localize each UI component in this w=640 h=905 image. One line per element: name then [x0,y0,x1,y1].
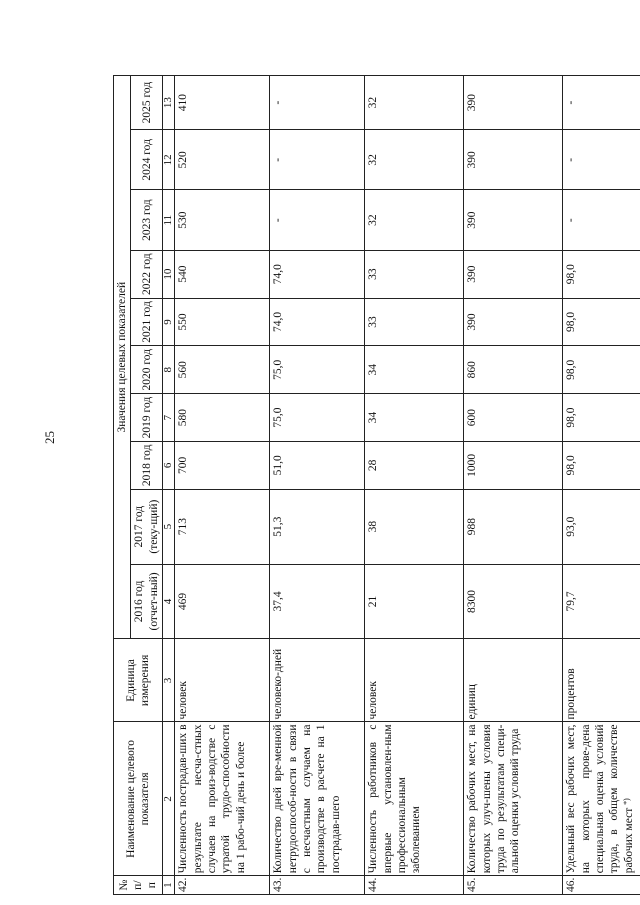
column-index: 9 [163,298,175,346]
indicator-name: Количество рабочих мест, на которых улуч-шены условия труда по результатам специ-альной оценки условий труда [464,722,563,876]
table-row [270,76,365,895]
column-index: 3 [163,639,175,722]
column-index: 1 [163,876,175,895]
value-cell: 98,0 [563,250,640,298]
value-cell: 390 [464,76,563,130]
column-index: 13 [163,76,175,130]
table-row [464,76,563,895]
header-no: № п/п [114,876,163,895]
column-index: 5 [163,489,175,564]
header-year: 2019 год [131,394,163,442]
header-year: 2020 год [131,346,163,394]
header-values-group: Значения целевых показателей [114,76,131,639]
value-cell: 390 [464,250,563,298]
value-cell: 713 [175,489,270,564]
value-cell: 390 [464,190,563,250]
value-cell: - [563,190,640,250]
row-number: 46. [563,876,640,895]
rotated-table-container [113,75,635,895]
value-cell: 860 [464,346,563,394]
indicator-name: Численность работников с впервые установлен-ным профессиональным заболеванием [365,722,464,876]
value-cell: 530 [175,190,270,250]
header-year: 2023 год [131,190,163,250]
unit-cell: единиц [464,639,563,722]
value-cell: 1000 [464,441,563,489]
value-cell: 8300 [464,564,563,639]
column-index: 7 [163,394,175,442]
column-index: 2 [163,722,175,876]
value-cell: 550 [175,298,270,346]
value-cell: 98,0 [563,298,640,346]
column-index: 11 [163,190,175,250]
value-cell: 32 [365,76,464,130]
value-cell: 93,0 [563,489,640,564]
unit-cell: человек [175,639,270,722]
value-cell: 98,0 [563,346,640,394]
unit-cell: процентов [563,639,640,722]
header-row-1 [114,76,131,895]
value-cell: 74,0 [270,250,365,298]
indicator-name-cell [563,722,640,876]
unit-cell: человек [365,639,464,722]
column-index: 8 [163,346,175,394]
header-unit: Единица измерения [114,639,163,722]
value-cell: 520 [175,130,270,190]
header-year: 2021 год [131,298,163,346]
value-cell: 74,0 [270,298,365,346]
column-index: 4 [163,564,175,639]
value-cell: - [563,130,640,190]
value-cell: 390 [464,130,563,190]
value-cell: 469 [175,564,270,639]
value-cell: 38 [365,489,464,564]
value-cell: 580 [175,394,270,442]
indicator-name: Количество дней вре-менной нетрудоспособ-ности в связи с несчастным случаем на производстве в расчете на 1 пострадав-шего [270,722,365,876]
value-cell: 98,0 [563,441,640,489]
value-cell: 540 [175,250,270,298]
row-number: 42. [175,876,270,895]
value-cell: 37,4 [270,564,365,639]
value-cell: 75,0 [270,394,365,442]
column-index: 6 [163,441,175,489]
value-cell: 32 [365,130,464,190]
header-year: 2022 год [131,250,163,298]
value-cell: 600 [464,394,563,442]
value-cell: 75,0 [270,346,365,394]
row-number: 43. [270,876,365,895]
value-cell: - [270,130,365,190]
header-index-row [163,76,175,895]
target-indicators-table [113,75,640,895]
value-cell: 21 [365,564,464,639]
value-cell: 988 [464,489,563,564]
header-name: Наименование целевого показателя [114,722,163,876]
header-year: 2025 год [131,76,163,130]
value-cell: 33 [365,298,464,346]
value-cell: 28 [365,441,464,489]
page-number: 25 [42,431,57,444]
unit-cell: человеко-дней [270,639,365,722]
value-cell: 390 [464,298,563,346]
value-cell: 34 [365,346,464,394]
value-cell: 32 [365,190,464,250]
value-cell: 560 [175,346,270,394]
value-cell: - [270,190,365,250]
value-cell: - [563,76,640,130]
value-cell: 700 [175,441,270,489]
header-year: 2024 год [131,130,163,190]
table-row [175,76,270,895]
column-index: 12 [163,130,175,190]
header-year: 2017 год (теку-щий) [131,489,163,564]
row-number: 44. [365,876,464,895]
row-number: 45. [464,876,563,895]
header-year: 2016 год (отчет-ный) [131,564,163,639]
value-cell: 79,7 [563,564,640,639]
value-cell: 410 [175,76,270,130]
footnote-mark: *) [621,798,631,805]
indicator-name: Удельный вес рабочих мест, на которых прове-дена специальная оценка условий труда, в общем количестве рабочих мест [565,724,635,874]
header-year: 2018 год [131,441,163,489]
table-row [365,76,464,895]
value-cell: - [270,76,365,130]
table-row [563,76,640,895]
value-cell: 51,0 [270,441,365,489]
value-cell: 33 [365,250,464,298]
column-index: 10 [163,250,175,298]
indicator-name: Численность пострадав-ших в результате несча-стных случаев на произ-водстве с утратой трудо-способности на 1 рабо-чий день и более [175,722,270,876]
value-cell: 98,0 [563,394,640,442]
value-cell: 34 [365,394,464,442]
value-cell: 51,3 [270,489,365,564]
